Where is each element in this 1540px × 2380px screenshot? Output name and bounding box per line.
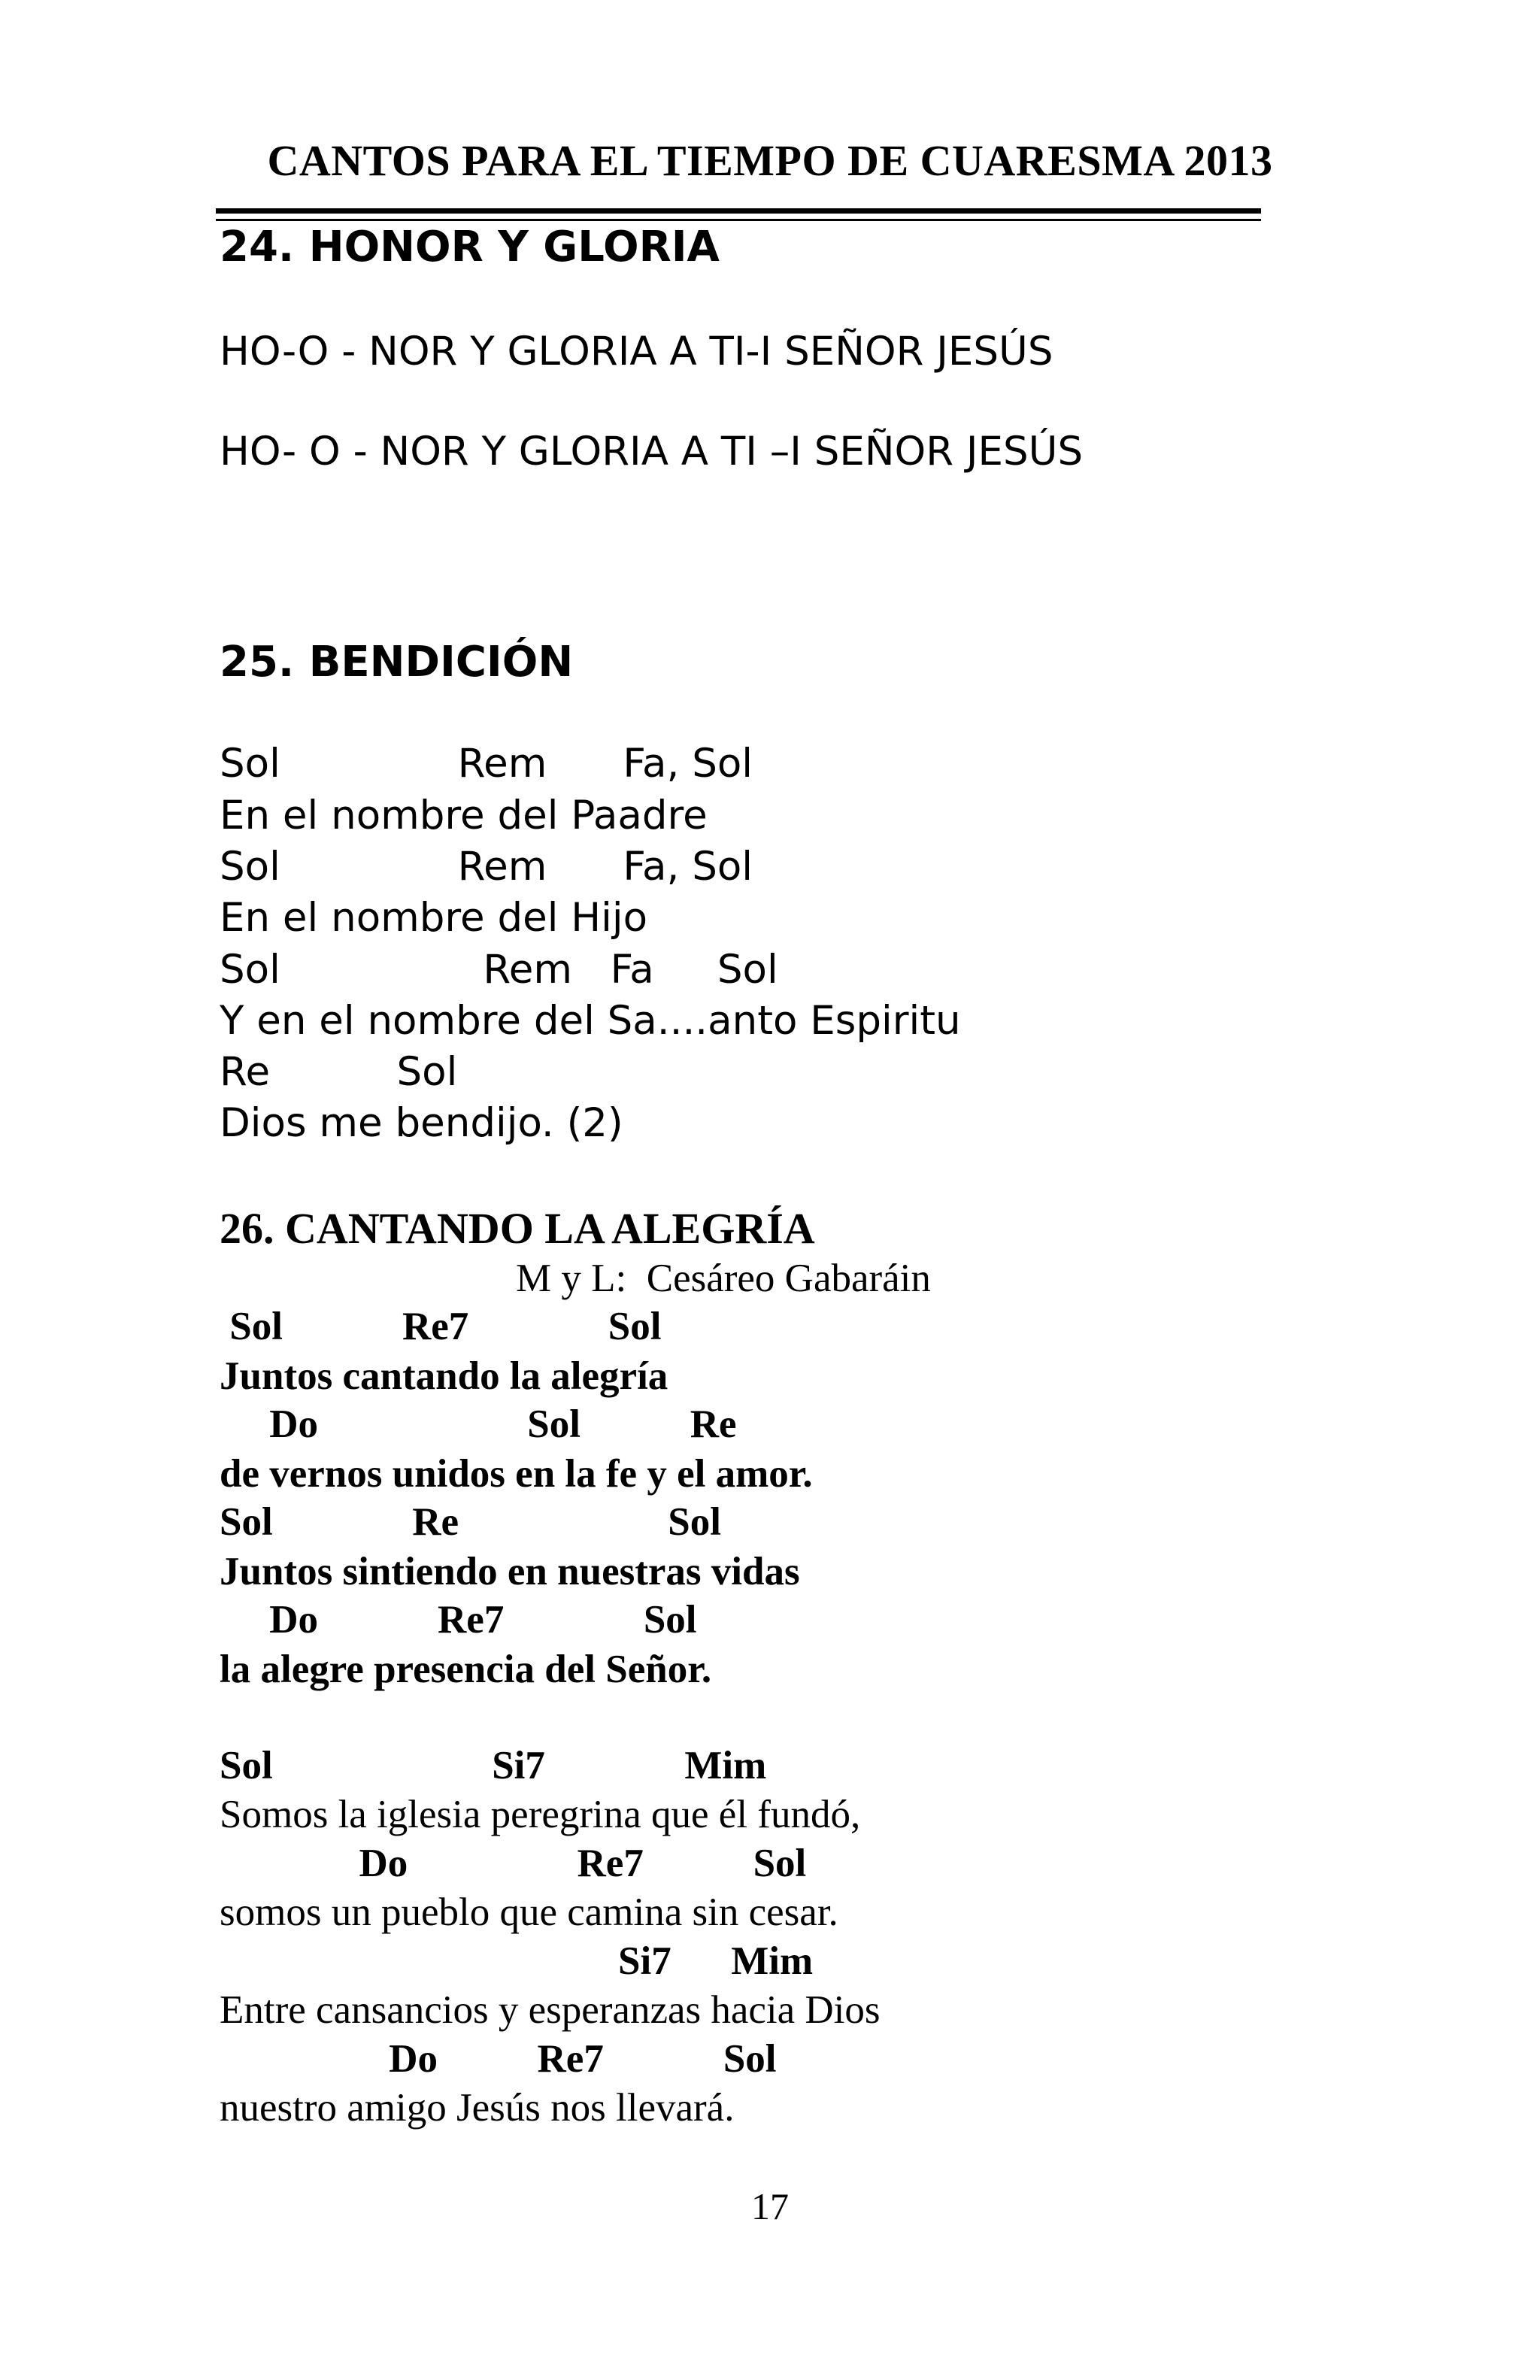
song-26-chord-line: Sol Si7 Mim	[220, 1744, 767, 1787]
song-26-chord-line: Do Re7 Sol	[220, 2037, 777, 2081]
song-26-chord-line: Do Sol Re	[220, 1402, 737, 1446]
running-header: CANTOS PARA EL TIEMPO DE CUARESMA 2013	[267, 136, 1273, 185]
song-26-lyric-line: de vernos unidos en la fe y el amor.	[220, 1452, 813, 1496]
song-24-line: HO- O - NOR Y GLORIA A TI –I SEÑOR JESÚS	[220, 429, 1084, 474]
song-26-chord-line: Sol Re7 Sol	[220, 1305, 662, 1348]
song-24-line: HO-O - NOR Y GLORIA A TI-I SEÑOR JESÚS	[220, 329, 1053, 374]
song-26-chord-line: Sol Re Sol	[220, 1500, 721, 1544]
song-25-lyric-line: Dios me bendijo. (2)	[220, 1100, 623, 1146]
song-26-lyric-line: Juntos cantando la alegría	[220, 1354, 668, 1398]
song-26-lyric-line: Entre cansancios y esperanzas hacia Dios	[220, 1988, 881, 2032]
song-25-lyric-line: En el nombre del Hijo	[220, 895, 648, 941]
song-26-credit: M y L: Cesáreo Gabaráin	[516, 1257, 931, 1300]
song-26-chord-line: Do Re7 Sol	[220, 1842, 807, 1885]
song-26-lyric-line: nuestro amigo Jesús nos llevará.	[220, 2086, 735, 2130]
song-24-title: 24. HONOR Y GLORIA	[220, 223, 720, 271]
song-26-lyric-line: la alegre presencia del Señor.	[220, 1648, 712, 1691]
song-26-chord-line: Do Re7 Sol	[220, 1598, 697, 1642]
song-26-title: 26. CANTANDO LA ALEGRÍA	[220, 1204, 815, 1253]
song-25-title: 25. BENDICIÓN	[220, 638, 574, 687]
song-25-chord-line: Sol Rem Fa Sol	[220, 947, 778, 993]
song-25-chord-line: Re Sol	[220, 1049, 458, 1095]
song-26-chord-line: Si7 Mim	[220, 1939, 814, 1983]
song-25-chord-line: Sol Rem Fa, Sol	[220, 844, 753, 890]
song-26-lyric-line: Juntos sintiendo en nuestras vidas	[220, 1550, 800, 1593]
header-rule-thin	[216, 219, 1261, 221]
song-25-chord-line: Sol Rem Fa, Sol	[220, 741, 753, 787]
song-26-lyric-line: somos un pueblo que camina sin cesar.	[220, 1890, 838, 1934]
song-25-lyric-line: Y en el nombre del Sa....anto Espiritu	[220, 998, 961, 1044]
song-26-lyric-line: Somos la iglesia peregrina que él fundó,	[220, 1793, 861, 1836]
song-25-lyric-line: En el nombre del Paadre	[220, 793, 708, 838]
header-rule-thick	[216, 208, 1261, 214]
page-number: 17	[751, 2185, 789, 2227]
